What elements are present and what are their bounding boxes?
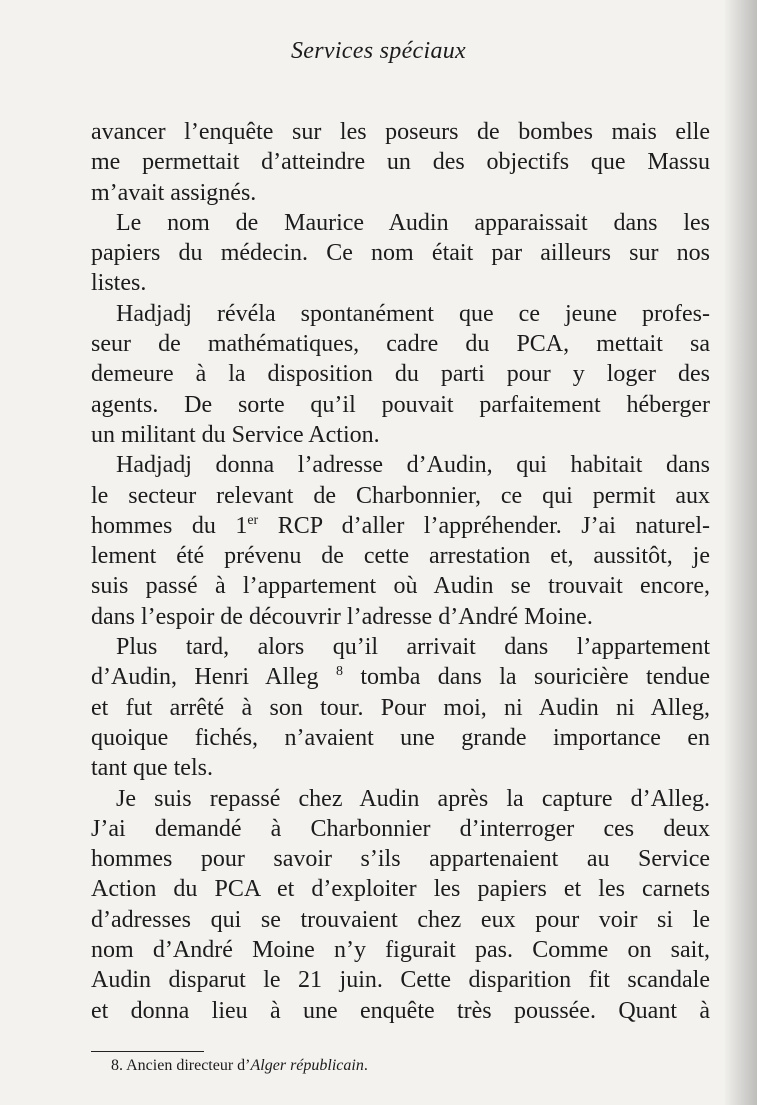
footnote-number: 8. [111,1057,123,1074]
text-line: Plus tard, alors qu’il arrivait dans l’appartement [116,634,710,661]
text-line: m’avait assignés. [91,179,257,206]
text-line: Hadjadj donna l’adresse d’Audin, qui habitait dans [116,452,710,479]
text-line: quoique fichés, n’avaient une grande importance en [91,724,710,751]
text-line: hommes pour savoir s’ils appartenaient au Service [91,846,710,873]
text-line: un militant du Service Action. [91,421,380,448]
text-line: demeure à la disposition du parti pour y loger des [91,361,710,388]
text-line [91,662,710,692]
footnote-title: Alger républicain [250,1057,364,1074]
footnote [111,1057,368,1075]
text-line: J’ai demandé à Charbonnier d’interroger ces deux [91,815,710,842]
text-line: Je suis repassé chez Audin après la capture d’Alleg. [116,785,710,812]
body-text [91,117,710,1026]
text-line: Audin disparut le 21 juin. Cette disparition fit scandale [91,967,710,994]
text-fragment: hommes du 1 [91,512,248,539]
text-line [91,511,710,541]
footnote-reference: 8 [335,664,343,680]
text-line: nom d’André Moine n’y figurait pas. Comme on sait, [91,937,710,964]
text-line: Hadjadj révéla spontanément que ce jeune profes- [116,300,710,327]
text-line: le secteur relevant de Charbonnier, ce qui permit aux [91,482,710,509]
text-line: avancer l’enquête sur les poseurs de bombes mais elle [91,119,710,145]
text-line: suis passé à l’appartement où Audin se trouvait encore, [91,573,710,600]
text-fragment: RCP d’aller l’appréhender. J’ai naturel- [258,512,711,539]
text-line: dans l’espoir de découvrir l’adresse d’André Moine. [91,603,593,630]
text-line: d’adresses qui se trouvaient chez eux pour voir si le [91,906,710,933]
running-head: Services spéciaux [290,38,467,64]
footnote-text: Ancien directeur d’ [126,1057,251,1074]
text-line: Action du PCA et d’exploiter les papiers et les carnets [91,876,710,903]
text-line: listes. [91,270,147,297]
text-line: me permettait d’atteindre un des objectifs que Massu [91,149,710,176]
text-line: tant que tels. [91,755,213,782]
text-line: lement été prévenu de cette arrestation et, aussitôt, je [91,543,710,570]
text-line: agents. De sorte qu’il pouvait parfaitement héberger [91,391,710,418]
page-edge-shadow [723,0,757,1105]
footnote-rule [91,1051,204,1052]
text-line: et fut arrêté à son tour. Pour moi, ni Audin ni Alleg, [91,694,710,721]
text-fragment: d’Audin, Henri Alleg [91,664,336,691]
text-line: et donna lieu à une enquête très poussée. Quant à [91,997,710,1024]
footnote-end: . [363,1057,368,1074]
ordinal-superscript: er [247,512,259,528]
text-line: seur de mathématiques, cadre du PCA, mettait sa [91,331,710,358]
text-fragment: tomba dans la souricière tendue [342,664,710,691]
text-line: Le nom de Maurice Audin apparaissait dans les [116,209,710,236]
text-line: papiers du médecin. Ce nom était par ailleurs sur nos [91,240,710,267]
